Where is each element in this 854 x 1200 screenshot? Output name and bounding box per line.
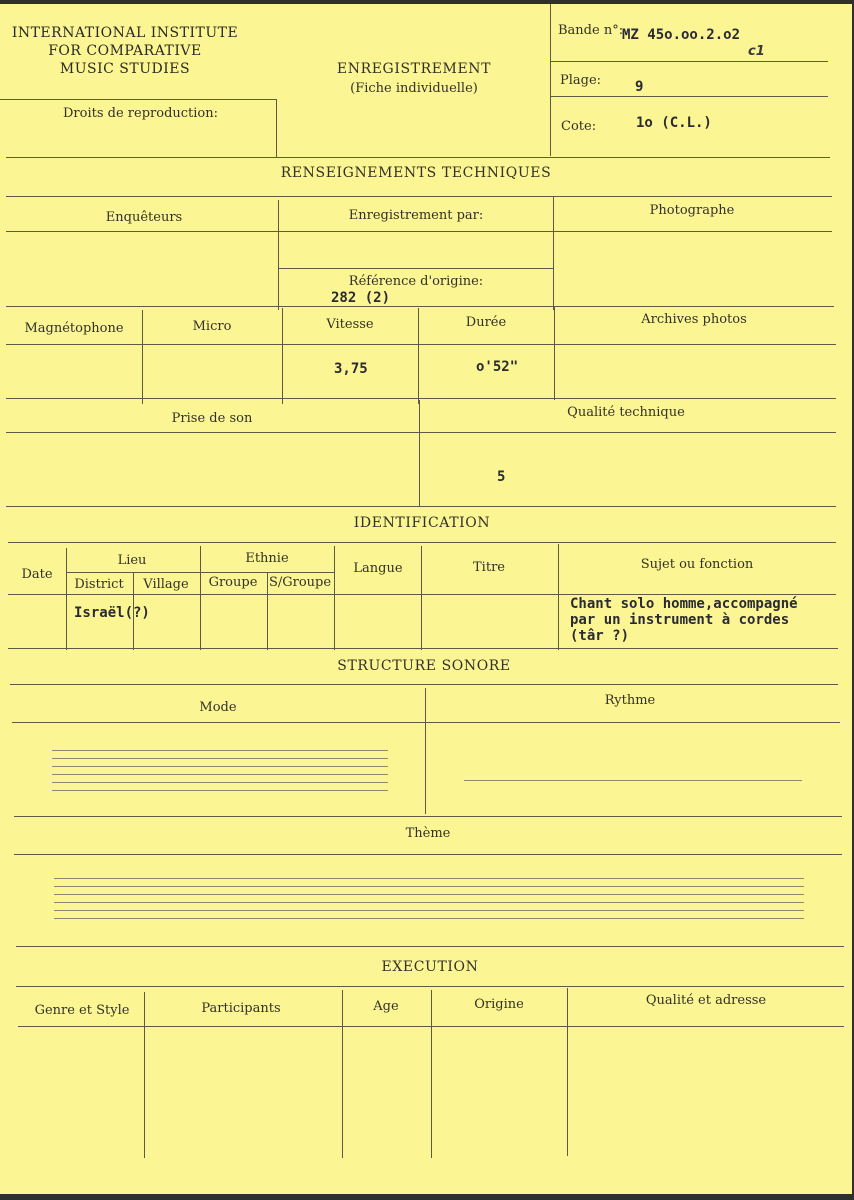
bande-label: Bande n°: — [558, 23, 624, 38]
sgroupe-label: S/Groupe — [268, 575, 332, 590]
origine-label: Origine — [474, 997, 524, 1012]
photographe-label: Photographe — [649, 203, 735, 218]
bande-note: c1 — [748, 44, 765, 59]
mode-label: Mode — [199, 700, 237, 715]
reference-label: Référence d'origine: — [348, 274, 484, 289]
form-title: ENREGISTREMENT — [336, 61, 492, 77]
village-label: Village — [143, 577, 189, 592]
rythme-label: Rythme — [604, 693, 656, 708]
bande-value: MZ 45o.oo.2.o2 — [622, 27, 741, 43]
qualite-technique-value: 5 — [497, 469, 506, 485]
qualite-technique-label: Qualité technique — [567, 405, 685, 420]
lieu-label: Lieu — [117, 553, 147, 568]
plage-label: Plage: — [560, 73, 602, 88]
magnetophone-label: Magnétophone — [24, 321, 124, 336]
participants-label: Participants — [201, 1001, 281, 1016]
district-label: District — [74, 577, 124, 592]
genre-label: Genre et Style — [34, 1003, 130, 1018]
ethnie-label: Ethnie — [245, 551, 289, 566]
prise-label: Prise de son — [171, 411, 253, 426]
cote-value: 1o (C.L.) — [636, 115, 712, 131]
plage-value: 9 — [635, 79, 644, 95]
institute-line-2: FOR COMPARATIVE — [48, 43, 202, 59]
institute-name — [0, 24, 250, 78]
enqueteurs-label: Enquêteurs — [105, 210, 183, 225]
form-subtitle: (Fiche individuelle) — [350, 81, 478, 96]
titre-label: Titre — [473, 560, 505, 575]
sujet-line-2: par un instrument à cordes — [570, 612, 790, 628]
sujet-label: Sujet ou fonction — [640, 557, 754, 572]
rights-label: Droits de reproduction: — [63, 106, 219, 121]
technical-heading: RENSEIGNEMENTS TECHNIQUES — [280, 165, 552, 181]
theme-label: Thème — [405, 826, 451, 841]
reference-value: 282 (2) — [331, 290, 391, 306]
enregistrement-label: Enregistrement par: — [348, 208, 484, 223]
identification-heading: IDENTIFICATION — [353, 515, 491, 531]
sujet-line-3: (târ ?) — [570, 628, 630, 644]
date-label: Date — [21, 567, 53, 582]
sujet-line-1: Chant solo homme,accompagné — [570, 596, 798, 612]
duree-label: Durée — [465, 315, 507, 330]
institute-line-3: MUSIC STUDIES — [59, 61, 191, 77]
district-value: Israël(?) — [74, 605, 150, 621]
qualite-adresse-label: Qualité et adresse — [645, 993, 767, 1008]
duree-value: o'52" — [476, 359, 519, 375]
vitesse-label: Vitesse — [326, 317, 374, 332]
groupe-label: Groupe — [208, 575, 258, 590]
archives-label: Archives photos — [641, 312, 747, 327]
vitesse-value: 3,75 — [334, 361, 368, 377]
record-card — [0, 4, 852, 1194]
langue-label: Langue — [353, 561, 403, 576]
institute-line-1: INTERNATIONAL INSTITUTE — [11, 25, 239, 41]
structure-heading: STRUCTURE SONORE — [337, 658, 511, 674]
cote-label: Cote: — [561, 119, 597, 134]
execution-heading: EXECUTION — [381, 959, 479, 975]
sujet-value — [570, 596, 852, 644]
micro-label: Micro — [192, 319, 232, 334]
age-label: Age — [373, 999, 399, 1014]
